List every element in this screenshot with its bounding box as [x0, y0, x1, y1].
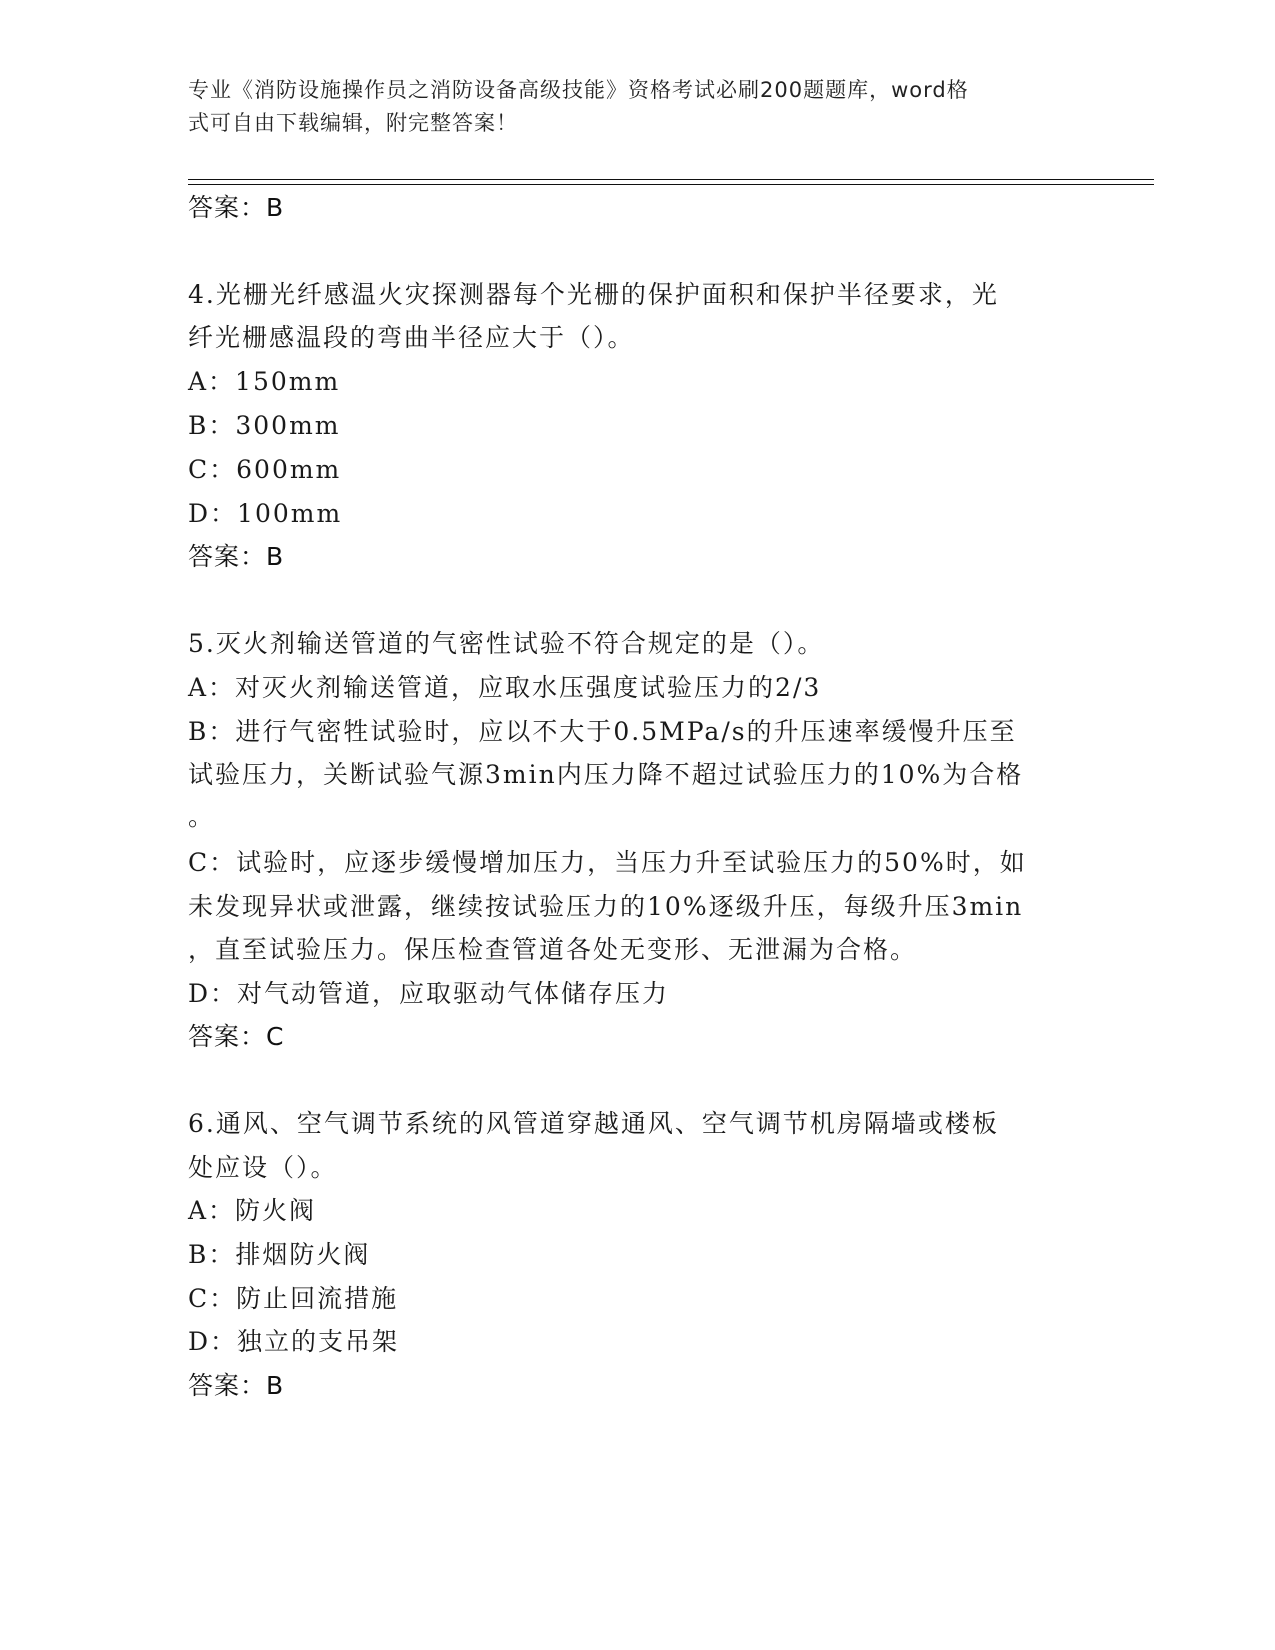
q5-option-c-line-2: 未发现异状或泄露，继续按试验压力的10%逐级升压，每级升压3min — [188, 892, 1024, 921]
q5-option-d: D：对气动管道，应取驱动气体储存压力 — [188, 979, 670, 1008]
header-line-2: 式可自由下载编辑，附完整答案！ — [188, 111, 518, 135]
q5-option-b-line-1: B：进行气密牲试验时，应以不大于0.5MPa/s的升压速率缓慢升压至 — [188, 717, 1017, 746]
q6-stem-line-2: 处应设（）。 — [188, 1153, 338, 1182]
q4-stem-line-1: 4.光栅光纤感温火灾探测器每个光栅的保护面积和保护半径要求，光 — [188, 280, 999, 309]
q4-answer: 答案：B — [188, 542, 285, 571]
q5-option-b-line-3: 。 — [188, 802, 216, 831]
q5-option-a: A：对灭火剂输送管道，应取水压强度试验压力的2/3 — [188, 673, 822, 702]
q4-option-c: C：600mm — [188, 455, 342, 484]
q5-answer: 答案：C — [188, 1022, 285, 1051]
q3-answer: 答案：B — [188, 193, 285, 222]
q6-stem-line-1: 6.通风、空气调节系统的风管道穿越通风、空气调节机房隔墙或楼板 — [188, 1109, 999, 1138]
header-divider-top — [188, 179, 1154, 180]
q5-option-c-line-3: ，直至试验压力。保压检查管道各处无变形、无泄漏为合格。 — [188, 935, 918, 964]
q4-stem-line-2: 纤光栅感温段的弯曲半径应大于（）。 — [188, 323, 635, 352]
q5-stem: 5.灭火剂输送管道的气密性试验不符合规定的是（）。 — [188, 629, 825, 658]
header-divider-bottom — [188, 184, 1154, 185]
q6-option-d: D：独立的支吊架 — [188, 1327, 400, 1356]
header-line-1: 专业《消防设施操作员之消防设备高级技能》资格考试必刷200题题库，word格 — [188, 78, 969, 102]
q6-option-c: C：防止回流措施 — [188, 1284, 399, 1313]
q5-option-c-line-1: C：试验时，应逐步缓慢增加压力，当压力升至试验压力的50%时，如 — [188, 848, 1027, 877]
document-header — [188, 74, 1068, 140]
q5-option-b-line-2: 试验压力，关断试验气源3min内压力降不超过试验压力的10%为合格 — [188, 760, 1024, 789]
q4-option-b: B：300mm — [188, 411, 341, 440]
q4-option-d: D：100mm — [188, 499, 343, 528]
q6-answer: 答案：B — [188, 1371, 285, 1400]
q6-option-b: B：排烟防火阀 — [188, 1240, 371, 1269]
q6-option-a: A：防火阀 — [188, 1196, 317, 1225]
q4-option-a: A：150mm — [188, 367, 341, 396]
